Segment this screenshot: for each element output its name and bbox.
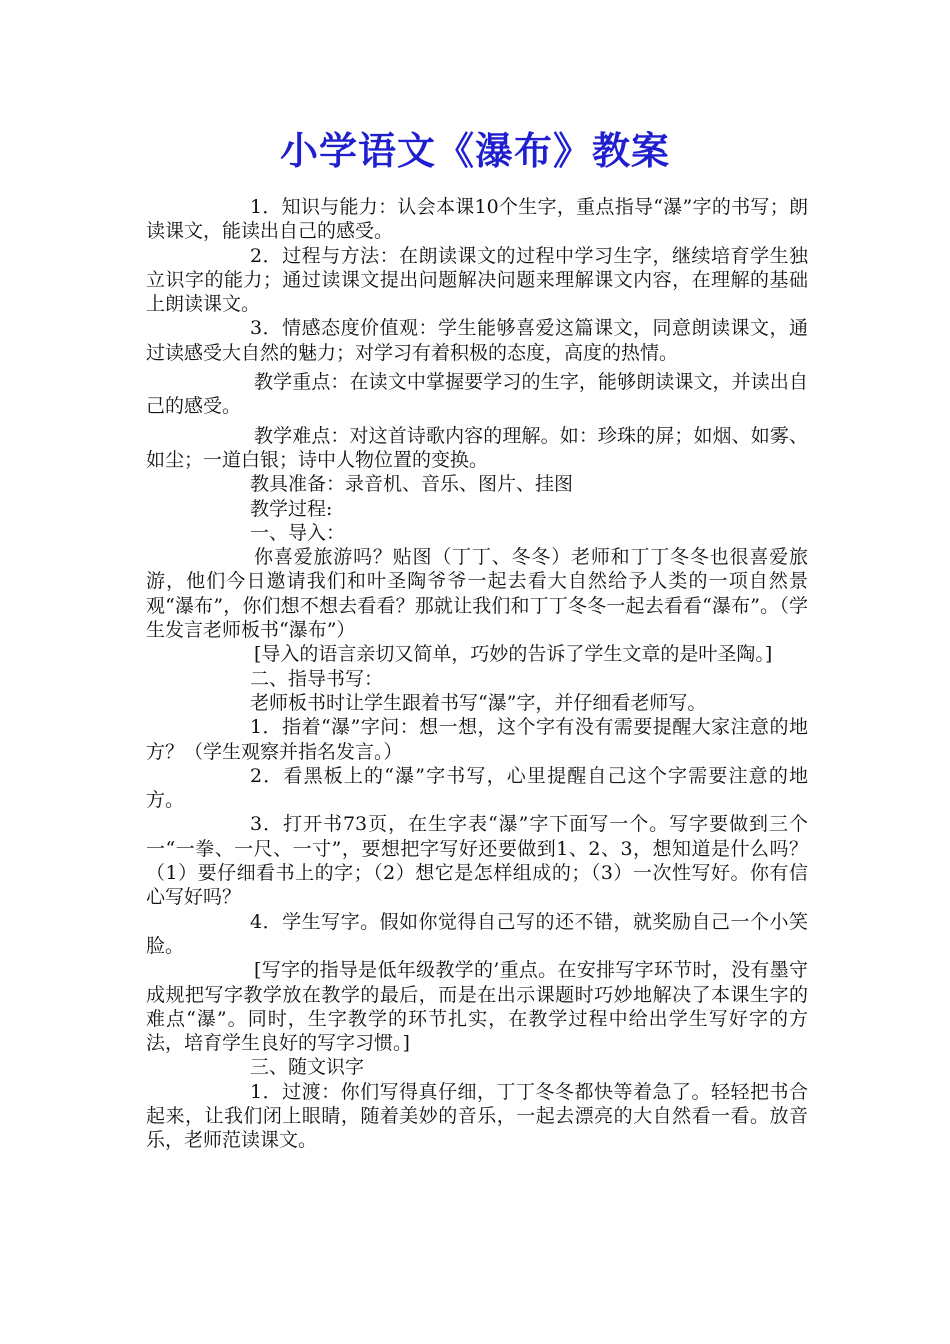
section-heading-intro: 一、导入：	[250, 521, 346, 544]
paragraph-writing-intro: 老师板书时让学生跟着书写“瀑”字，并仔细看老师写。	[250, 691, 707, 714]
document-body	[146, 195, 808, 1153]
paragraph-teaching-aids: 教具准备：录音机、音乐、图片、挂图	[250, 473, 574, 496]
paragraph-intro-comment: [导入的语言亲切又简单，巧妙的告诉了学生文章的是叶圣陶。]	[254, 643, 773, 666]
paragraph-goal-knowledge: 1．知识与能力：认会本课10个生字，重点指导“瀑”字的书写；朗读课文，能读出自己的感受。	[146, 196, 808, 243]
paragraph-intro-text: 你喜爱旅游吗？贴图（丁丁、冬冬）老师和丁丁冬冬也很喜爱旅游，他们今日邀请我们和叶圣陶爷爷一起去看大自然给予人类的一项自然景观“瀑布”，你们想不想去看看？那就让我们和丁丁冬冬一起去看看“瀑布”。（学生发言老师板书“瀑布”）	[146, 546, 808, 642]
paragraph-difficult-point: 教学难点：对这首诗歌内容的理解。如：珍珠的屏；如烟、如雾、如尘；一道白银；诗中人物位置的变换。	[146, 424, 808, 471]
paragraph-process-heading: 教学过程:	[250, 497, 333, 520]
paragraph-goal-emotion: 3．情感态度价值观：学生能够喜爱这篇课文，同意朗读课文，通过读感受大自然的魅力；对学习有着积极的态度，高度的热情。	[146, 317, 808, 364]
paragraph-goal-process: 2．过程与方法：在朗读课文的过程中学习生字，继续培育学生独立识字的能力；通过读课文提出问题解决问题来理解课文内容，在理解的基础上朗读课文。	[146, 244, 808, 316]
paragraph-writing-comment: [写字的指导是低年级教学的’重点。在安排写字环节时，没有墨守成规把写字教学放在教学的最后，而是在出示课题时巧妙地解决了本课生字的难点“瀑”。同时，生字教学的环节扎实，在教学过程中给出学生写好字的方法，培育学生良好的写字习惯。]	[146, 959, 808, 1055]
paragraph-key-point: 教学重点：在读文中掌握要学习的生字，能够朗读课文，并读出自己的感受。	[146, 371, 808, 418]
section-heading-writing: 二、指导书写：	[250, 667, 384, 690]
paragraph-writing-step-2: 2．看黑板上的“瀑”字书写，心里提醒自己这个字需要注意的地方。	[146, 764, 808, 812]
paragraph-writing-step-4: 4．学生写字。假如你觉得自己写的还不错，就奖励自己一个小笑脸。	[146, 910, 808, 957]
section-heading-literacy: 三、随文识字	[250, 1056, 365, 1079]
paragraph-writing-step-1: 1．指着“瀑”字问：想一想，这个字有没有需要提醒大家注意的地方？（学生观察并指名发言。）	[146, 716, 808, 763]
paragraph-literacy-step-1: 1．过渡：你们写得真仔细，丁丁冬冬都快等着急了。轻轻把书合起来，让我们闭上眼睛，随着美妙的音乐，一起去漂亮的大自然看一看。放音乐，老师范读课文。	[146, 1080, 808, 1152]
paragraph-writing-step-3: 3．打开书73页，在生字表“瀑”字下面写一个。写字要做到三个一“一拳、一尺、一寸”，要想把字写好还要做到1、2、3，想知道是什么吗？（1）要仔细看书上的字；（2）想它是怎样组成的；（3）一次性写好。你有信心写好吗？	[146, 813, 808, 909]
document-title: 小学语文《瀑布》教案	[279, 128, 670, 173]
